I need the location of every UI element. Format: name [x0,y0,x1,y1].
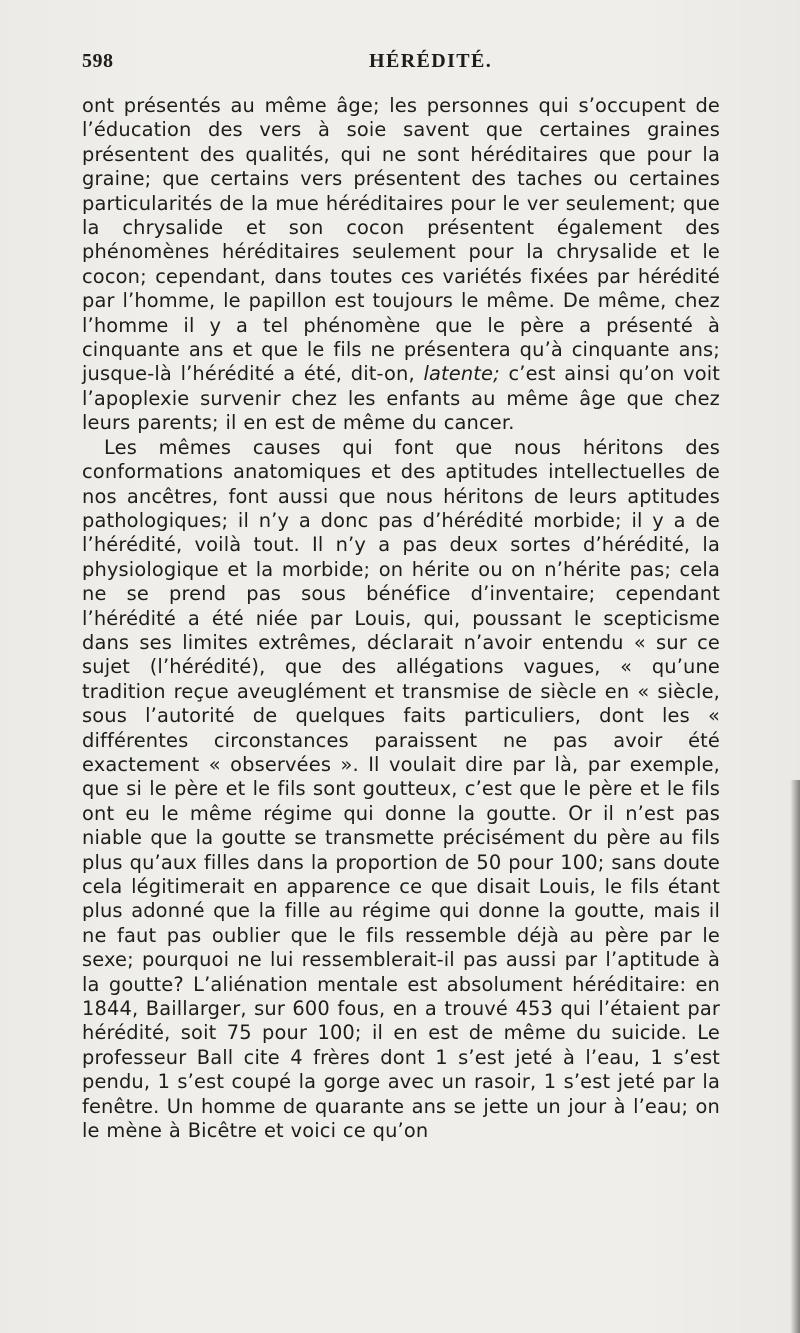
paragraph-1-text-b: c’est ainsi qu’on voit l’apoplexie survenir chez les enfants au même âge que chez leurs parents; il en est de même du cancer. [82,362,721,435]
italic-word-latente: latente; [423,362,500,386]
paragraph-1-text-a: ont présentés au même âge; les personnes qui s’occupent de l’éducation des vers à soie savent que certaines graines présentent des qualités, qui ne sont héréditaires que pour la graine; que certains vers présentent des taches ou certaines particularités de la mue héréditaires pour le ver seulement; que la chrysalide et son cocon présentent également des phénomènes héréditaires seulement pour la chrysalide et le cocon; cependant, dans toutes ces variétés fixées par hérédité par l’homme, le papillon est toujours le même. De même, chez l’homme il y a tel phénomène que le père a présenté à cinquante ans et que le fils ne présentera qu’à cinquante ans; jusque-là l’hérédité a été, dit-on, [82,94,720,386]
paragraph-1 [82,94,720,436]
page-header [82,50,720,76]
running-head: HÉRÉDITÉ. [369,50,493,72]
page-number: 598 [82,50,114,72]
body-text [82,94,720,1143]
paragraph-2: Les mêmes causes qui font que nous héritons des conformations anatomiques et des aptitudes intellectuelles de nos ancêtres, font aussi que nous héritons de leurs aptitudes pathologiques; il n’y a donc pas d’hérédité morbide; il y a de l’hérédité, voilà tout. Il n’y a pas deux sortes d’hérédité, la physiologique et la morbide; on hérite ou on n’hérite pas; cela ne se prend pas sous bénéfice d’inventaire; cependant l’hérédité a été niée par Louis, qui, poussant le scepticisme dans ses limites extrêmes, déclarait n’avoir entendu « sur ce sujet (l’hérédité), que des allégations vagues, « qu’une tradition reçue aveuglément et transmise de siècle en « siècle, sous l’autorité de quelques faits particuliers, dont les « différentes circonstances paraissent ne pas avoir été exactement « observées ». Il voulait dire par là, par exemple, que si le père et le fils sont goutteux, c’est que le père et le fils ont eu le même régime qui donne la goutte. Or il n’est pas niable que la goutte se transmette précisément du père au fils plus qu’aux filles dans la proportion de 50 pour 100; sans doute cela légitimerait en apparence ce que disait Louis, le fils étant plus adonné que la fille au régime qui donne la goutte, mais il ne faut pas oublier que le fils ressemble déjà au père par le sexe; pourquoi ne lui ressemblerait-il pas aussi par l’aptitude à la goutte? L’aliénation mentale est absolument héréditaire: en 1844, Baillarger, sur 600 fous, en a trouvé 453 qui l’étaient par hérédité, soit 75 pour 100; il en est de même du suicide. Le professeur Ball cite 4 frères dont 1 s’est jeté à l’eau, 1 s’est pendu, 1 s’est coupé la gorge avec un rasoir, 1 s’est jeté par la fenêtre. Un homme de quarante ans se jette un jour à l’eau; on le mène à Bicêtre et voici ce qu’on [82,435,720,1143]
page-edge-shadow [790,780,800,1333]
